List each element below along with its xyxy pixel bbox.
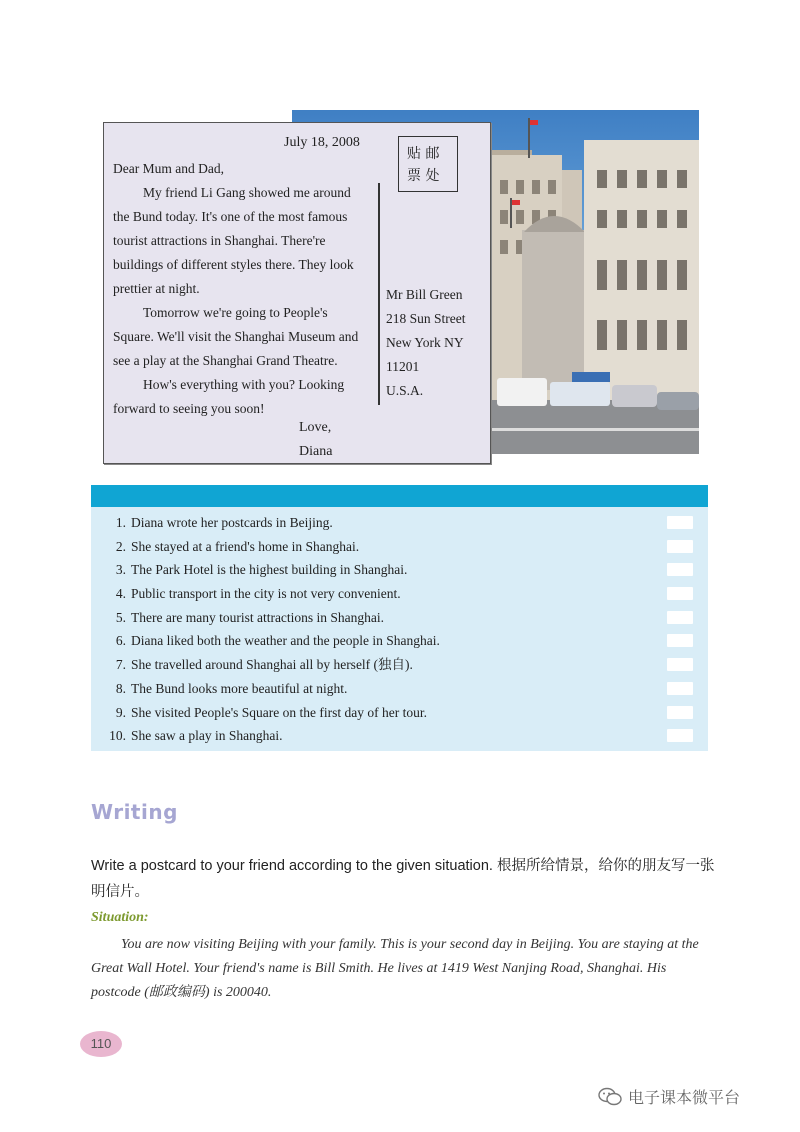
postcard-date: July 18, 2008	[284, 135, 360, 150]
section-title: Writing	[91, 800, 178, 824]
answer-box[interactable]	[667, 611, 693, 624]
list-item	[100, 558, 440, 582]
item-text: Public transport in the city is not very convenient.	[131, 586, 401, 602]
wechat-icon	[598, 1087, 622, 1107]
address-line: 218 Sun Street	[386, 311, 466, 326]
list-item	[100, 724, 440, 748]
exercise-header-bar	[91, 485, 708, 507]
page-number: 110	[80, 1031, 122, 1057]
exercise-list	[100, 511, 440, 748]
item-number: 6.	[115, 633, 126, 649]
watermark	[598, 1085, 740, 1108]
situation-text	[91, 933, 711, 1005]
writing-instruction: Write a postcard to your friend according to the given situation. 根据所给情景，给你的朋友写一张明信片。	[91, 858, 715, 900]
answer-box[interactable]	[667, 563, 693, 576]
item-number: 4.	[115, 586, 126, 602]
list-item	[100, 629, 440, 653]
situation-paragraph: You are now visiting Beijing with your family. This is your second day in Beijing. You are staying at the Great Wall Hotel. Your friend's name is Bill Smith. He lives at 1419 West Nanjing Road, Shanghai. His postcode (邮政编码) is 200040.	[91, 937, 699, 1000]
stamp-label-line1: 贴 邮	[407, 146, 440, 162]
item-number: 5.	[115, 609, 126, 625]
item-number: 7.	[115, 657, 126, 673]
item-text: She stayed at a friend's home in Shanghai.	[131, 538, 360, 554]
list-item	[100, 582, 440, 606]
item-text: Diana wrote her postcards in Beijing.	[131, 515, 333, 530]
stamp-box	[398, 136, 458, 192]
postcard	[103, 122, 491, 464]
answer-box[interactable]	[667, 516, 693, 529]
item-text: The Bund looks more beautiful at night.	[131, 680, 348, 696]
stamp-label-line2: 票 处	[407, 168, 440, 184]
postcard-paragraph: Tomorrow we're going to People's Square. We'll visit the Shanghai Museum and see a play at the Shanghai Grand Theatre.	[113, 305, 359, 368]
postcard-greeting: Dear Mum and Dad,	[113, 161, 224, 176]
item-text: The Park Hotel is the highest building in Shanghai.	[131, 562, 408, 578]
postcard-closing: Love,	[299, 420, 332, 435]
item-text: She visited People's Square on the first day of her tour.	[131, 704, 428, 720]
answer-box[interactable]	[667, 729, 693, 742]
situation-label: Situation:	[91, 910, 149, 925]
address-line: Mr Bill Green	[386, 287, 463, 302]
item-number: 1.	[115, 515, 126, 530]
postcard-paragraph: My friend Li Gang showed me around the Bund today. It's one of the most famous tourist attractions in Shanghai. There're buildings of different styles there. They look prettier at night.	[113, 185, 354, 296]
item-number: 2.	[115, 538, 126, 554]
address-line: U.S.A.	[386, 383, 424, 398]
answer-box[interactable]	[667, 587, 693, 600]
item-number: 10.	[109, 728, 126, 744]
address-line: New York NY	[386, 335, 464, 350]
answer-box[interactable]	[667, 706, 693, 719]
answer-box[interactable]	[667, 658, 693, 671]
list-item	[100, 653, 440, 677]
item-text: Diana liked both the weather and the people in Shanghai.	[131, 633, 440, 649]
item-number: 8.	[115, 680, 126, 696]
item-text: She travelled around Shanghai all by herself (独自).	[131, 657, 413, 673]
list-item	[100, 535, 440, 559]
item-text: There are many tourist attractions in Shanghai.	[131, 609, 385, 625]
answer-box[interactable]	[667, 634, 693, 647]
list-item	[100, 511, 440, 535]
watermark-text: 电子课本微平台	[628, 1088, 741, 1107]
postcard-signoff	[299, 416, 332, 464]
list-item	[100, 701, 440, 725]
postcard-divider	[378, 183, 380, 405]
answer-boxes	[667, 516, 693, 753]
postcard-signature: Diana	[299, 444, 333, 459]
address-line: 11201	[386, 359, 420, 374]
postcard-address	[386, 283, 466, 403]
item-number: 9.	[115, 704, 126, 720]
answer-box[interactable]	[667, 540, 693, 553]
list-item	[100, 606, 440, 630]
postcard-paragraph: How's everything with you? Looking forward to seeing you soon!	[113, 377, 345, 416]
item-text: She saw a play in Shanghai.	[131, 728, 283, 744]
item-number: 3.	[115, 562, 126, 578]
postcard-message	[113, 157, 369, 421]
answer-box[interactable]	[667, 682, 693, 695]
list-item	[100, 677, 440, 701]
